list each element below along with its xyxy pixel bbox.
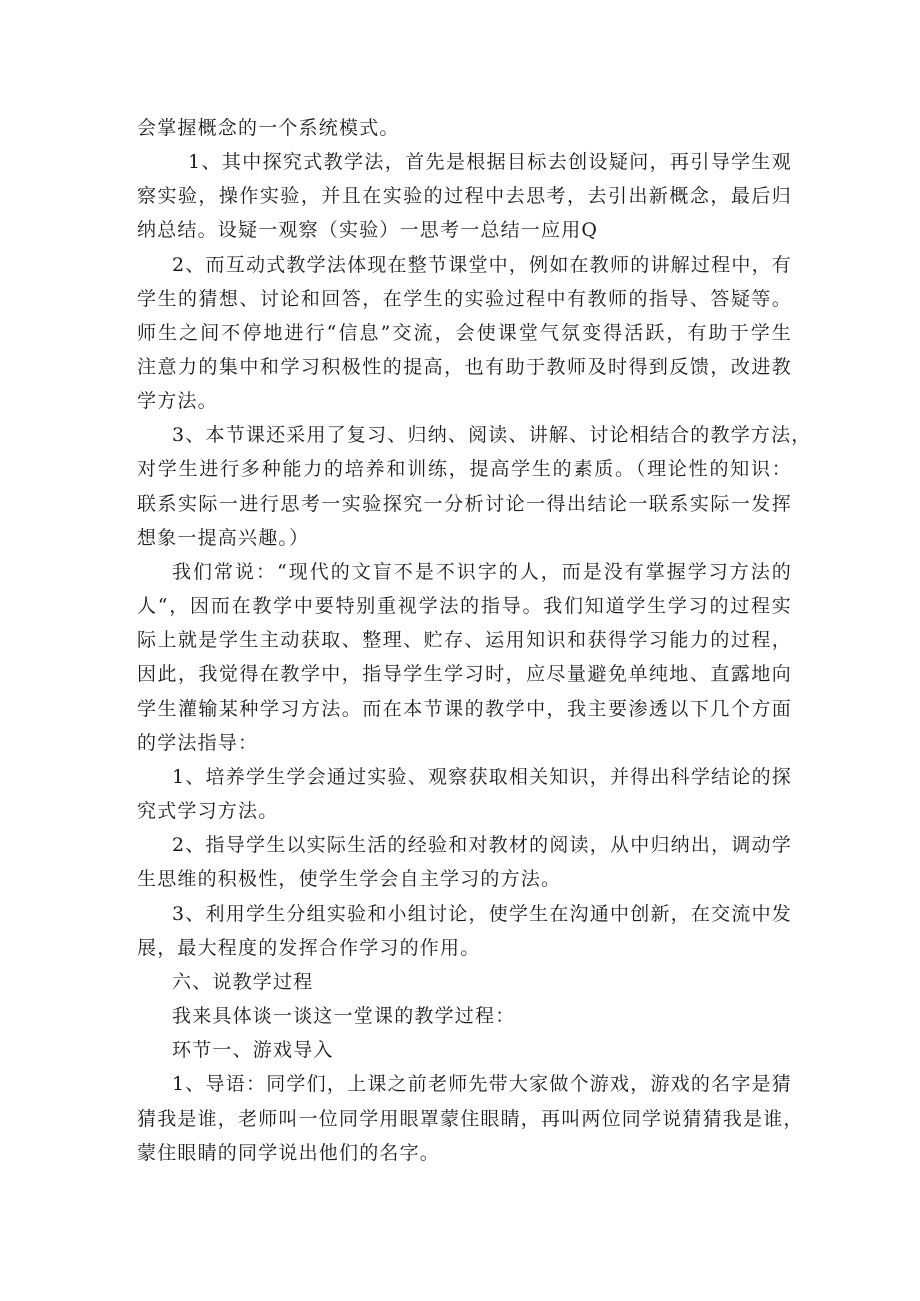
text-line: 猜我是谁，老师叫一位同学用眼罩蒙住眼睛，再叫两位同学说猜猜我是谁， <box>137 1108 804 1130</box>
text-line: 1、其中探究式教学法，首先是根据目标去创设疑问，再引导学生观 <box>188 151 792 173</box>
text-line: 因此，我觉得在教学中，指导学生学习时，应尽量避免单纯地、直露地向 <box>137 663 792 685</box>
text-line: 学生灌输某种学习方法。而在本节课的教学中，我主要渗透以下几个方面 <box>137 698 792 720</box>
text-line: 纳总结。设疑一观察（实验）一思考一总结一应用Q <box>137 219 599 241</box>
text-line: 察实验，操作实验，并且在实验的过程中去思考，去引出新概念，最后归 <box>137 185 792 207</box>
text-line: 联系实际一进行思考一实验探究一分析讨论一得出结论一联系实际一发挥 <box>137 493 792 515</box>
text-line: 学方法。 <box>137 390 218 412</box>
text-line: 展，最大程度的发挥合作学习的作用。 <box>137 937 481 959</box>
text-line: 2、指导学生以实际生活的经验和对教材的阅读，从中归纳出，调动学 <box>172 834 792 856</box>
text-line: 际上就是学生主动获取、整理、贮存、运用知识和获得学习能力的过程， <box>137 629 792 651</box>
text-line: 师生之间不停地进行“信息”交流，会使课堂气氛变得活跃，有助于学生 <box>137 322 792 344</box>
text-line: 学生的猜想、讨论和回答，在学生的实验过程中有教师的指导、答疑等。 <box>137 288 792 310</box>
text-line: 蒙住眼睛的同学说出他们的名字。 <box>137 1142 441 1164</box>
text-line: 1、培养学生学会通过实验、观察获取相关知识，并得出科学结论的探 <box>172 766 792 788</box>
text-line: 2、而互动式教学法体现在整节课堂中，例如在教师的讲解过程中，有 <box>172 254 792 276</box>
subsection-heading: 环节一、游戏导入 <box>172 1039 334 1061</box>
text-line: 我们常说：“现代的文盲不是不识字的人，而是没有掌握学习方法的 <box>172 561 792 583</box>
text-line: 究式学习方法。 <box>137 800 279 822</box>
text-line: 会掌握概念的一个系统模式。 <box>137 117 400 139</box>
text-line: 3、利用学生分组实验和小组讨论，使学生在沟通中创新，在交流中发 <box>172 903 792 925</box>
text-line: 对学生进行多种能力的培养和训练，提高学生的素质。（理论性的知识： <box>137 458 792 480</box>
text-line: 想象一提高兴趣。） <box>137 527 310 549</box>
text-line: 我来具体谈一谈这一堂课的教学过程： <box>172 1005 516 1027</box>
section-heading: 六、说教学过程 <box>172 971 314 993</box>
text-line: 1、导语：同学们，上课之前老师先带大家做个游戏，游戏的名字是猜 <box>172 1073 792 1095</box>
text-line: 人“，因而在教学中要特别重视学法的指导。我们知道学生学习的过程实 <box>137 595 792 617</box>
text-line: 生思维的积极性，使学生学会自主学习的方法。 <box>137 868 562 890</box>
text-line: 的学法指导： <box>137 732 259 754</box>
text-line: 注意力的集中和学习积极性的提高，也有助于教师及时得到反馈，改进教 <box>137 356 792 378</box>
text-line: 3、本节课还采用了复习、归纳、阅读、讲解、讨论相结合的教学方法， <box>172 424 812 446</box>
